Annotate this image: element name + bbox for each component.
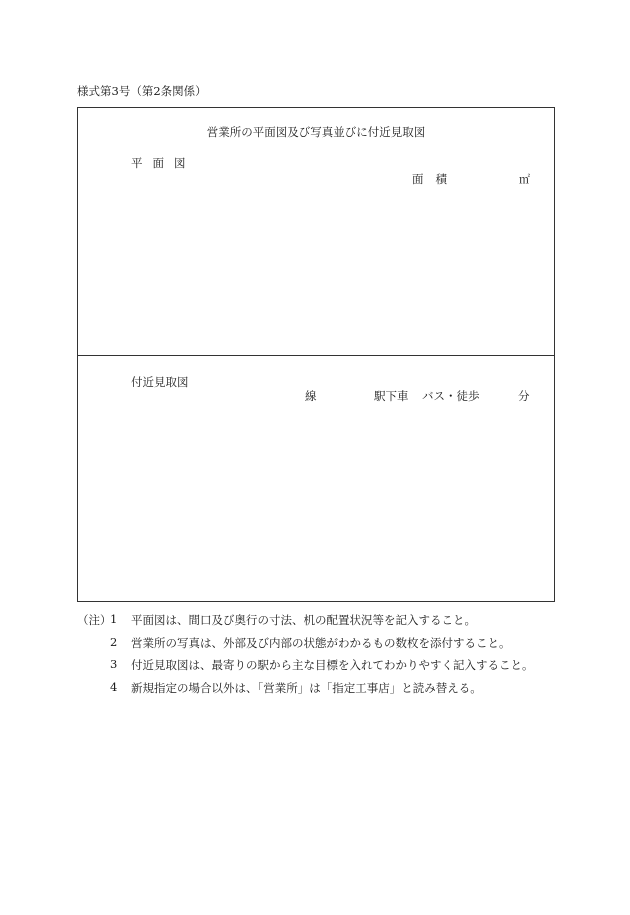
note-text: 営業所の写真は、外部及び内部の状態がわかるもの数枚を添付すること。 [131,635,511,650]
note-text: 新規指定の場合以外は、「営業所」は「指定工事店」と読み替える。 [131,680,482,695]
notes-section [77,612,557,702]
section-divider [78,355,554,356]
nearby-map-label: 付近見取図 [131,375,189,389]
note-item [77,680,557,703]
notes-prefix: （注） [77,613,112,627]
minutes-label: 分 [518,389,530,403]
form-number-label: 様式第3号（第2条関係） [77,84,207,98]
form-title: 営業所の平面図及び写真並びに付近見取図 [206,125,426,139]
note-item [77,657,557,680]
area-unit: ㎡ [519,173,530,186]
bus-walk-label: バス・徒歩 [422,389,480,403]
note-item [77,612,557,635]
note-number: 3 [110,657,118,671]
note-text: 付近見取図は、最寄りの駅から主な目標を入れてわかりやすく記入すること。 [131,658,534,672]
area-label: 面積 [412,172,459,186]
railway-line-label: 線 [305,389,317,403]
note-number: 4 [110,679,118,694]
note-text: 平面図は、間口及び奥行の寸法、机の配置状況等を記入すること。 [131,613,476,627]
station-label: 駅下車 [374,389,409,403]
note-number: 1 [110,612,118,626]
note-item [77,635,557,658]
floor-plan-label: 平面図 [131,156,196,170]
note-number: 2 [110,634,118,649]
form-box [77,107,555,602]
